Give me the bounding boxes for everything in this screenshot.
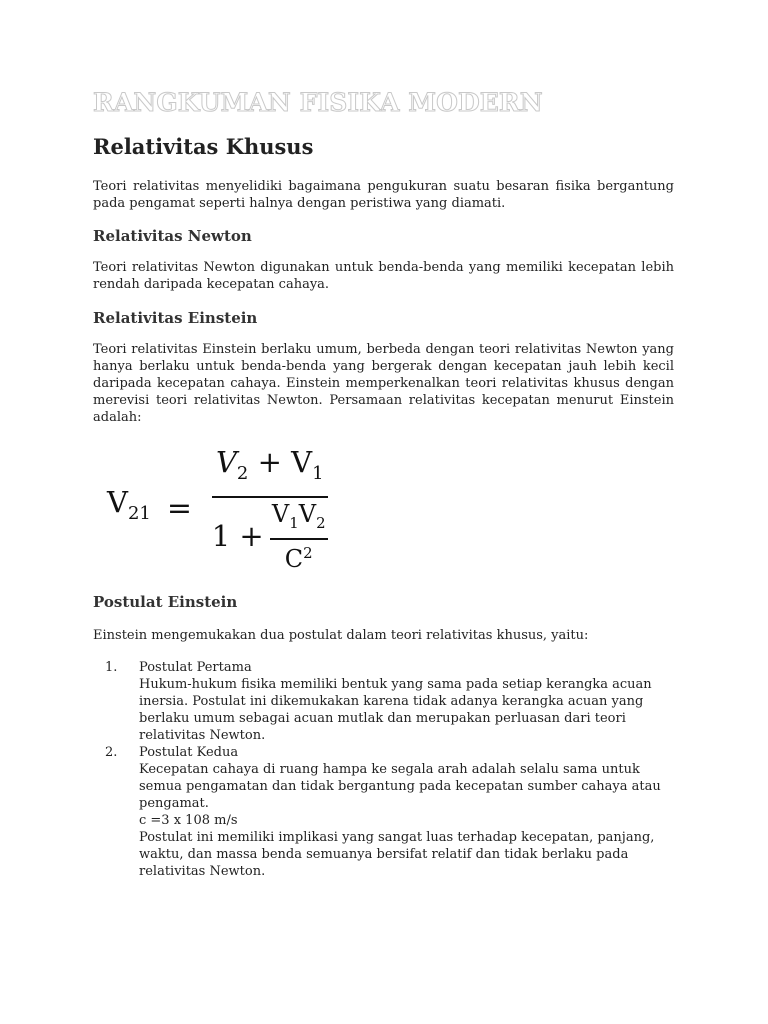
formula-inner-v1: V bbox=[271, 500, 290, 528]
list-item-line: semua pengamatan dan tidak bergantung pada kecepatan sumber cahaya atau bbox=[139, 779, 661, 794]
postulat-intro: Einstein mengemukakan dua postulat dalam teori relativitas khusus, yaitu: bbox=[93, 628, 589, 643]
list-item-line: Postulat ini memiliki implikasi yang sangat luas terhadap kecepatan, panjang, bbox=[139, 830, 655, 845]
einstein-heading: Relativitas Einstein bbox=[93, 309, 258, 327]
document-content bbox=[93, 86, 674, 880]
newton-paragraph: Teori relativitas Newton digunakan untuk benda-benda yang memiliki kecepatan lebih rendah daripada kecepatan cahaya. bbox=[93, 260, 674, 292]
list-item-line: relativitas Newton. bbox=[139, 864, 266, 879]
formula-den-one-plus: 1 + bbox=[211, 518, 264, 553]
list-item-number: 1. bbox=[105, 660, 118, 675]
formula-lhs-symbol: V bbox=[107, 485, 128, 520]
formula-inner-c: C bbox=[284, 544, 304, 573]
formula-lhs-subscript: 21 bbox=[127, 502, 151, 524]
list-item bbox=[93, 744, 674, 880]
formula-denominator bbox=[212, 498, 328, 572]
formula-num-v2-sub: 2 bbox=[236, 463, 249, 484]
list-item-line: Kecepatan cahaya di ruang hampa ke segala arah adalah selalu sama untuk bbox=[139, 762, 640, 777]
list-item-line: Postulat Pertama bbox=[139, 660, 252, 675]
list-item-line: inersia. Postulat ini dikemukakan karena tidak adanya kerangka acuan yang bbox=[139, 694, 644, 709]
list-item-line: berlaku umum sebagai acuan mutlak dan merupakan perluasan dari teori bbox=[139, 711, 626, 726]
velocity-formula bbox=[107, 445, 688, 573]
document-title: RANGKUMAN FISIKA MODERN bbox=[93, 88, 543, 117]
list-item-line: relativitas Newton. bbox=[139, 728, 266, 743]
formula-num-v1: V bbox=[291, 445, 313, 480]
formula-num-v1-sub: 1 bbox=[312, 463, 324, 484]
newton-heading: Relativitas Newton bbox=[93, 227, 252, 245]
list-item-line: c =3 x 108 m/s bbox=[139, 813, 238, 828]
section-heading: Relativitas Khusus bbox=[93, 134, 314, 159]
formula-inner-c-sup: 2 bbox=[303, 543, 313, 562]
formula-num-v2: V bbox=[215, 445, 237, 480]
formula-inner-v1-sub: 1 bbox=[289, 513, 299, 532]
formula-row bbox=[107, 445, 688, 573]
postulat-heading: Postulat Einstein bbox=[93, 593, 238, 611]
formula-inner-v2-sub: 2 bbox=[316, 513, 326, 532]
intro-paragraph: Teori relativitas menyelidiki bagaimana pengukuran suatu besaran fisika bergantung pada pengamat seperti halnya dengan peristiwa yang diamati. bbox=[93, 179, 674, 211]
formula-num-plus: + bbox=[248, 445, 292, 480]
formula-inner-fraction bbox=[270, 500, 328, 572]
list-item-line: Postulat Kedua bbox=[139, 745, 239, 760]
einstein-paragraph: Teori relativitas Einstein berlaku umum, berbeda dengan teori relativitas Newton yang hanya berlaku untuk benda-benda yang bergerak dengan kecepatan jauh lebih kecil daripada kecepatan cahaya. Einstein memperkenalkan teori relativitas khusus dengan merevisi teori relativitas Newton. Persamaan relativitas kecepatan menurut Einstein adalah: bbox=[93, 342, 674, 425]
list-item-line: Hukum-hukum fisika memiliki bentuk yang sama pada setiap kerangka acuan bbox=[139, 677, 652, 692]
formula-inner-v2: V bbox=[298, 500, 317, 528]
list-item-number: 2. bbox=[105, 745, 118, 760]
list-item bbox=[93, 659, 674, 744]
list-item-line: waktu, dan massa benda semuanya bersifat relatif dan tidak berlaku pada bbox=[139, 847, 629, 862]
formula-equals: = bbox=[166, 490, 192, 526]
formula-inner-numerator bbox=[270, 500, 328, 538]
formula-main-fraction bbox=[210, 444, 330, 572]
formula-lhs bbox=[107, 485, 151, 531]
postulat-list bbox=[93, 659, 674, 880]
formula-inner-denominator bbox=[285, 540, 313, 572]
list-item-line: pengamat. bbox=[139, 796, 209, 811]
formula-numerator bbox=[210, 444, 330, 496]
